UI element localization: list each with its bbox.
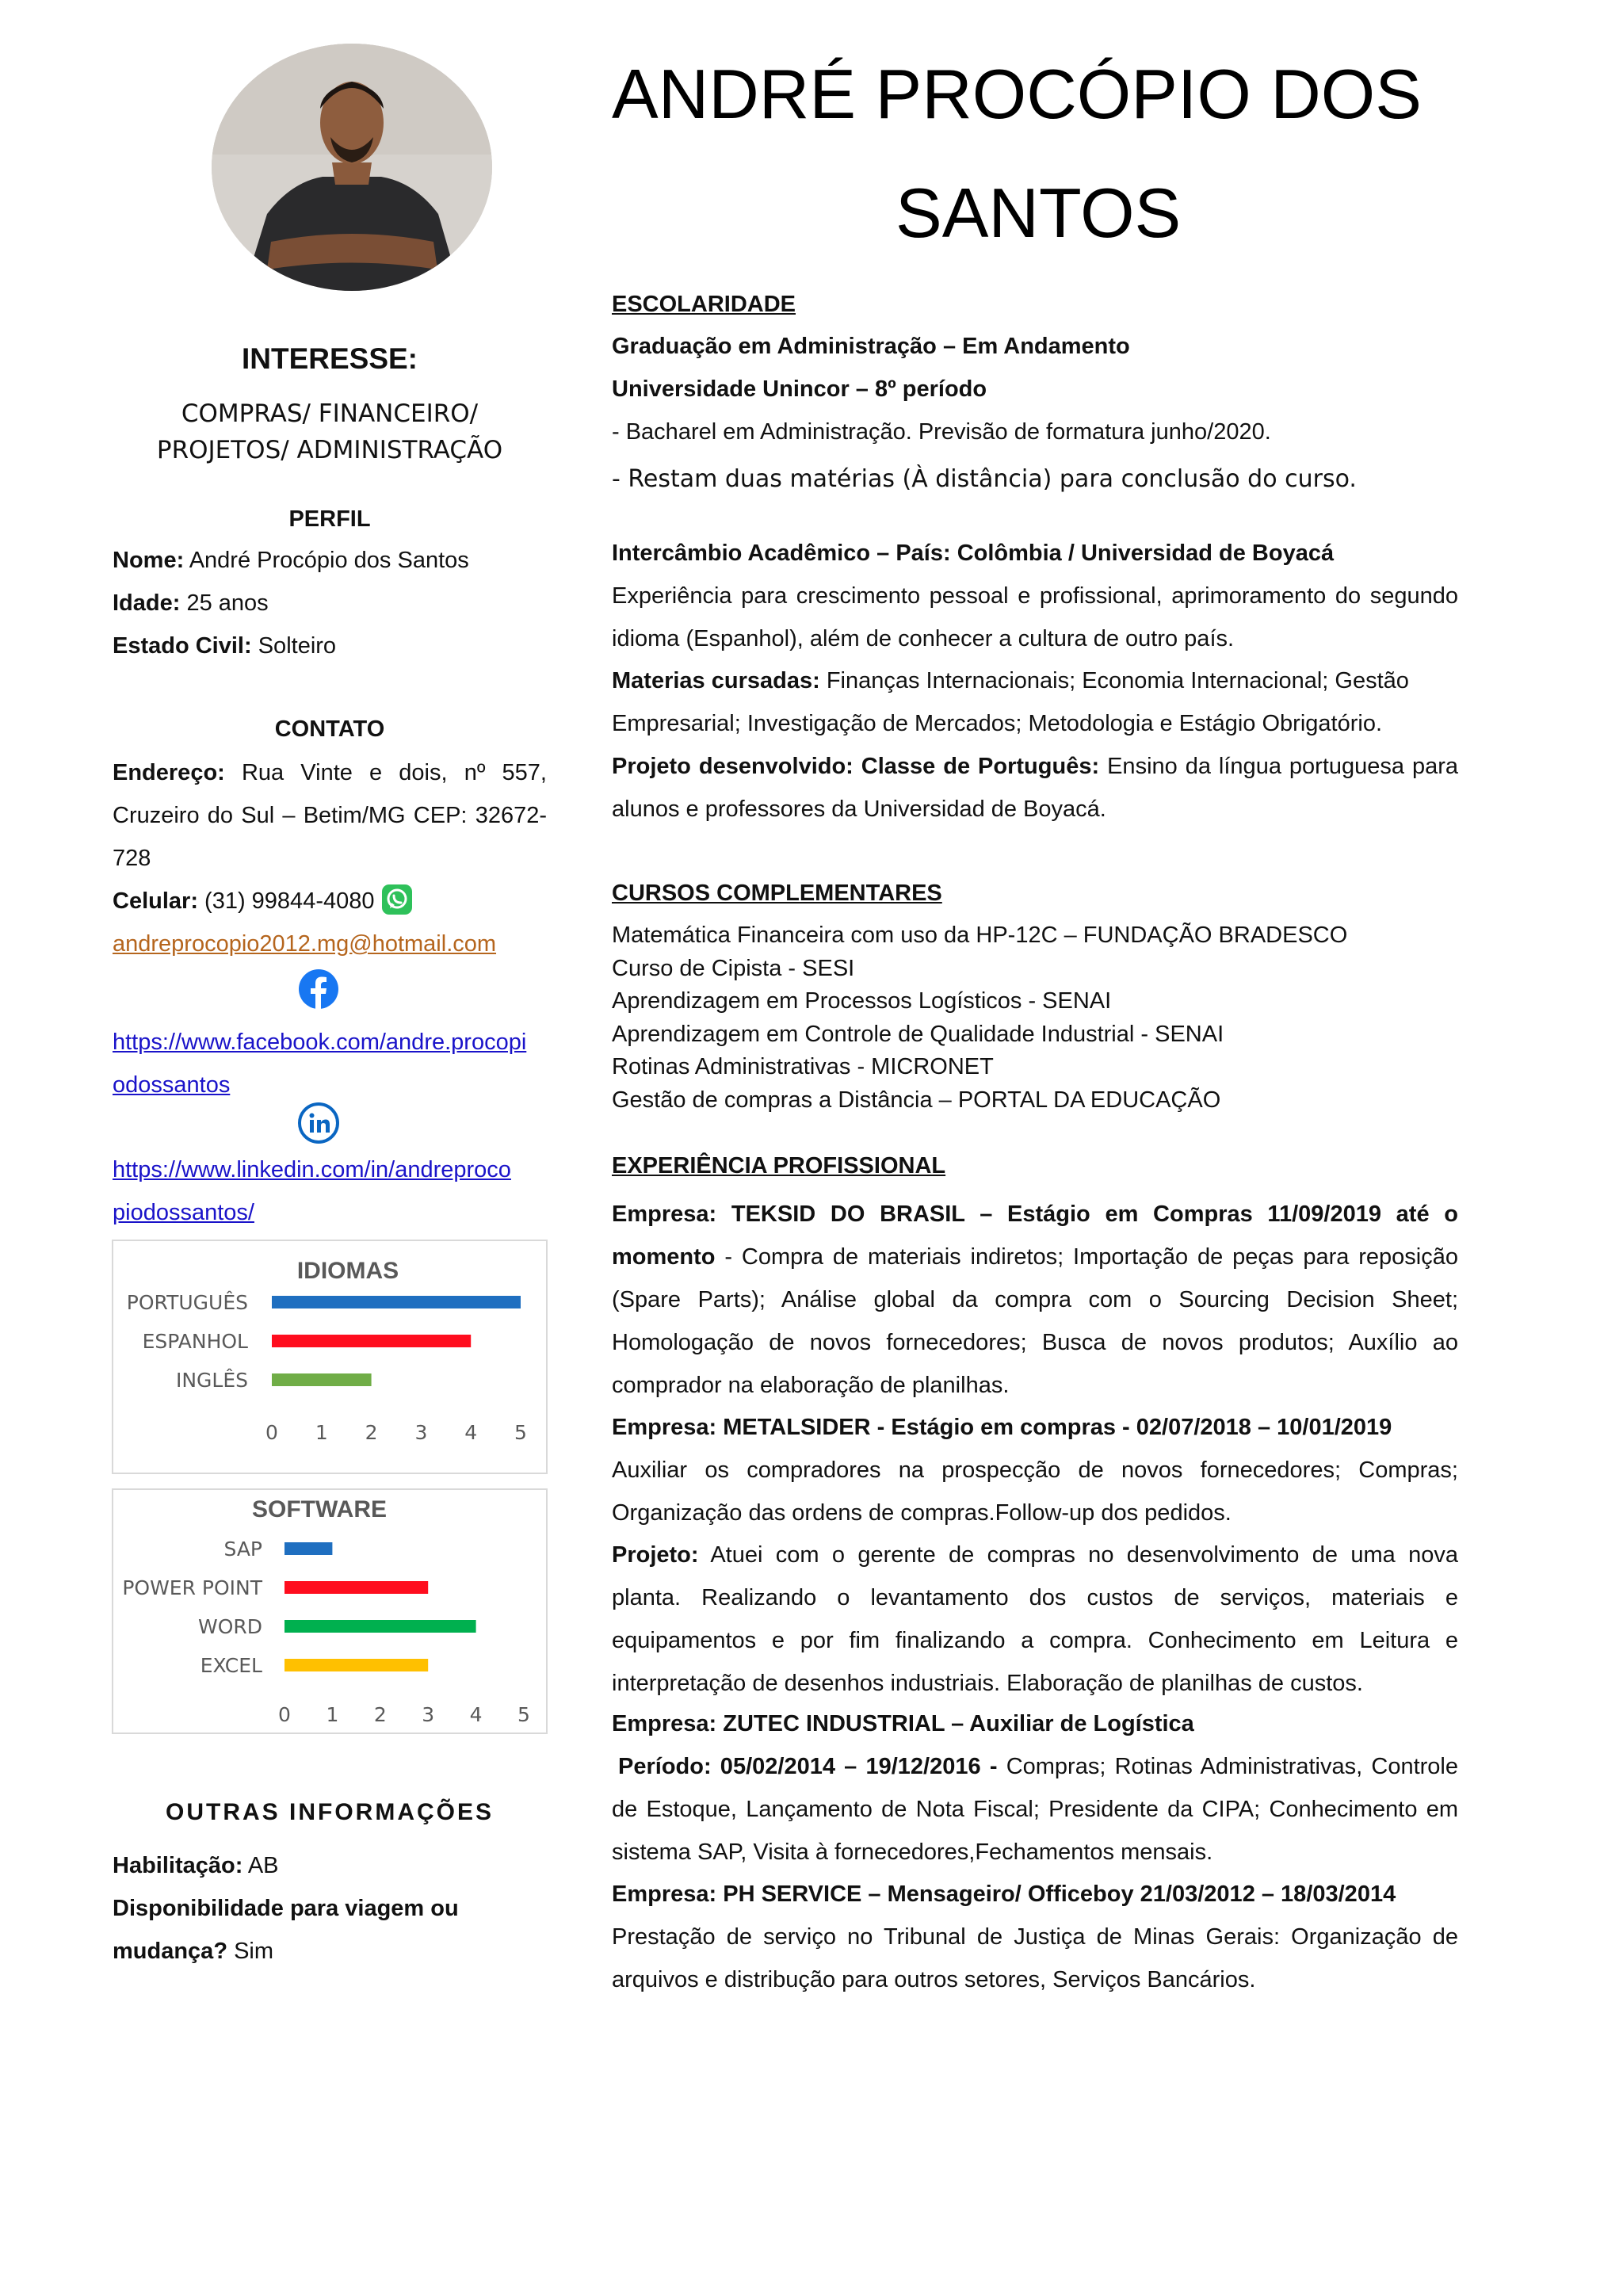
chart-category-label: PORTUGUÊS bbox=[126, 1291, 248, 1314]
address-label: Endereço: bbox=[113, 760, 225, 785]
phone-label: Celular: bbox=[113, 888, 198, 914]
chart-bar bbox=[285, 1659, 428, 1671]
languages-chart bbox=[112, 1240, 548, 1474]
license-value: AB bbox=[247, 1853, 279, 1878]
courses-list bbox=[612, 919, 1458, 1117]
education-degree: Graduação em Administração – Em Andamento bbox=[612, 334, 1130, 359]
ph-description: Prestação de serviço no Tribunal de Justiça de Minas Gerais: Organização de arquivos e distribução para outros setores, Serviços Bancários. bbox=[612, 1924, 1458, 1992]
exchange-subjects bbox=[612, 659, 1458, 745]
education-university: Universidade Unincor – 8º período bbox=[612, 376, 987, 402]
exchange-desc: Experiência para crescimento pessoal e profissional, aprimoramento do segundo idioma (Espanhol), além de conhecer a cultura de outro país. bbox=[612, 583, 1458, 651]
project-description: Atuei com o gerente de compras no desenvolvimento de uma nova planta. Realizando o levantamento dos custos de serviços, materiais e equipamentos e por fim finalizando a compra. Conhecimento em Leitura e interpretação de desenhos industriais. Elaboração de planilhas de custos. bbox=[612, 1542, 1458, 1696]
contact-title: CONTATO bbox=[274, 716, 385, 742]
chart-bar bbox=[285, 1542, 332, 1555]
contact-address bbox=[113, 751, 547, 880]
education-bachelor: - Bacharel em Administração. Previsão de formatura junho/2020. bbox=[612, 419, 1271, 445]
zutec-description: Compras; Rotinas Administrativas, Controle de Estoque, Lançamento de Nota Fiscal; Presidente da CIPA; Conhecimento em sistema SAP, Visita à fornecedores,Fechamentos mensais. bbox=[612, 1754, 1458, 1865]
chart-title: SOFTWARE bbox=[252, 1496, 387, 1522]
person-silhouette-icon bbox=[212, 44, 492, 291]
list-item: Aprendizagem em Processos Logísticos - SENAI bbox=[612, 988, 1112, 1014]
experience-title: EXPERIÊNCIA PROFISSIONAL bbox=[612, 1153, 946, 1179]
list-item: Rotinas Administrativas - MICRONET bbox=[612, 1054, 994, 1079]
project-label: Projeto: bbox=[612, 1542, 699, 1568]
chart-category-label: WORD bbox=[197, 1615, 262, 1638]
chart-bar bbox=[285, 1620, 476, 1633]
chart-bar bbox=[272, 1296, 521, 1308]
chart-tick-label: 0 bbox=[265, 1421, 278, 1444]
chart-tick-label: 5 bbox=[514, 1421, 527, 1444]
linkedin-icon[interactable] bbox=[298, 1102, 339, 1148]
exchange-project-value: Ensino da língua portuguesa para alunos e professores da Universidad de Boyacá. bbox=[612, 754, 1459, 822]
experience-project bbox=[612, 1534, 1458, 1705]
subjects-label: Materias cursadas: bbox=[612, 668, 820, 693]
list-item: Gestão de compras a Distância – PORTAL DA EDUCAÇÃO bbox=[612, 1087, 1221, 1113]
chart-tick-label: 1 bbox=[326, 1703, 339, 1726]
linkedin-link-line-2[interactable]: piodossantos/ bbox=[113, 1200, 254, 1225]
zutec-period: Período: 05/02/2014 – 19/12/2016 - bbox=[618, 1754, 998, 1779]
travel-label-line-1: Disponibilidade para viagem ou bbox=[113, 1896, 459, 1921]
profile-age-value: 25 anos bbox=[186, 590, 269, 616]
chart-category-label: POWER POINT bbox=[122, 1576, 262, 1599]
interest-line-2: PROJETOS/ ADMINISTRAÇÃO bbox=[156, 436, 503, 464]
list-item: Matemática Financeira com uso da HP-12C – FUNDAÇÃO BRADESCO bbox=[612, 923, 1348, 948]
facebook-icon[interactable] bbox=[298, 968, 339, 1014]
name-line-2: SANTOS bbox=[896, 174, 1182, 252]
profile-age-label: Idade: bbox=[113, 590, 181, 616]
courses-title: CURSOS COMPLEMENTARES bbox=[612, 881, 942, 906]
chart-category-label: EXCEL bbox=[200, 1654, 262, 1677]
profile-civil-label: Estado Civil: bbox=[113, 633, 252, 659]
chart-bar bbox=[285, 1581, 428, 1594]
chart-tick-label: 3 bbox=[422, 1703, 435, 1726]
zutec-heading: Empresa: ZUTEC INDUSTRIAL – Auxiliar de Logística bbox=[612, 1711, 1194, 1736]
subjects-value: Finanças Internacionais; Economia Internacional; Gestão Empresarial; Investigação de Mercados; Metodologia e Estágio Obrigatório. bbox=[612, 668, 1409, 736]
chart-tick-label: 1 bbox=[315, 1421, 328, 1444]
languages-chart-svg bbox=[113, 1241, 546, 1473]
travel-label-line-2: mudança? bbox=[113, 1939, 228, 1964]
chart-tick-label: 3 bbox=[414, 1421, 428, 1444]
chart-category-label: ESPANHOL bbox=[142, 1330, 248, 1353]
chart-tick-label: 2 bbox=[373, 1703, 387, 1726]
chart-bar bbox=[272, 1373, 372, 1386]
facebook-link-line-2[interactable]: odossantos bbox=[113, 1072, 231, 1098]
name-line-1: ANDRÉ PROCÓPIO DOS bbox=[612, 55, 1422, 133]
chart-title: IDIOMAS bbox=[296, 1258, 399, 1284]
profile-civil-value: Solteiro bbox=[258, 633, 337, 659]
chart-tick-label: 4 bbox=[464, 1421, 478, 1444]
education-remaining: - Restam duas matérias (À distância) para conclusão do curso. bbox=[612, 465, 1357, 493]
whatsapp-icon[interactable] bbox=[381, 884, 413, 915]
list-item: Curso de Cipista - SESI bbox=[612, 955, 855, 981]
profile-civil bbox=[113, 625, 547, 667]
profile-photo bbox=[212, 44, 492, 291]
profile-name-value: André Procópio dos Santos bbox=[189, 548, 469, 573]
chart-category-label: INGLÊS bbox=[175, 1369, 248, 1392]
chart-category-label: SAP bbox=[223, 1538, 262, 1561]
list-item: Aprendizagem em Controle de Qualidade Industrial - SENAI bbox=[612, 1021, 1224, 1047]
profile-name-label: Nome: bbox=[113, 548, 185, 573]
chart-tick-label: 5 bbox=[517, 1703, 530, 1726]
profile-name bbox=[113, 539, 547, 582]
chart-tick-label: 0 bbox=[278, 1703, 291, 1726]
travel bbox=[113, 1930, 547, 1973]
software-chart-svg bbox=[113, 1490, 546, 1733]
education-title: ESCOLARIDADE bbox=[612, 292, 796, 317]
chart-tick-label: 4 bbox=[469, 1703, 483, 1726]
profile-age bbox=[113, 582, 547, 625]
metalsider-description: Auxiliar os compradores na prospecção de novos fornecedores; Compras; Organização das ordens de compras.Follow-up dos pedidos. bbox=[612, 1457, 1458, 1526]
profile-title: PERFIL bbox=[288, 506, 371, 532]
teksid-description: - Compra de materiais indiretos; Importação de peças para reposição (Spare Parts); Análise global da compra com o Sourcing Decision Sheet; Homologação de novos fornecedores; Busca de novos produtos; Auxílio ao comprador na elaboração de planilhas. bbox=[612, 1244, 1458, 1398]
chart-tick-label: 2 bbox=[365, 1421, 378, 1444]
facebook-link-line-1[interactable]: https://www.facebook.com/andre.procopi bbox=[113, 1030, 527, 1055]
software-chart bbox=[112, 1488, 548, 1734]
teksid-heading: Empresa: TEKSID DO BRASIL – Estágio em Compras 11/09/2019 até o momento bbox=[612, 1201, 1458, 1270]
contact-phone bbox=[113, 880, 547, 923]
interest-title: INTERESSE: bbox=[241, 342, 418, 375]
license-label: Habilitação: bbox=[113, 1853, 243, 1878]
interest-line-1: COMPRAS/ FINANCEIRO/ bbox=[181, 399, 479, 428]
license bbox=[113, 1844, 547, 1887]
experience-teksid bbox=[612, 1193, 1458, 1407]
experience-zutec bbox=[612, 1745, 1458, 1874]
phone-value: (31) 99844-4080 bbox=[204, 888, 375, 914]
travel-value: Sim bbox=[234, 1939, 274, 1964]
exchange-project bbox=[612, 745, 1458, 831]
ph-heading: Empresa: PH SERVICE – Mensageiro/ Officeboy 21/03/2012 – 18/03/2014 bbox=[612, 1881, 1396, 1907]
chart-bar bbox=[272, 1335, 471, 1347]
address-value: Rua Vinte e dois, nº 557, Cruzeiro do Sul – Betim/MG CEP: 32672-728 bbox=[113, 760, 547, 871]
linkedin-link-line-1[interactable]: https://www.linkedin.com/in/andreproco bbox=[113, 1157, 511, 1182]
exchange-project-label: Projeto desenvolvido: Classe de Português: bbox=[612, 754, 1100, 779]
exchange-title: Intercâmbio Acadêmico – País: Colômbia / Universidad de Boyacá bbox=[612, 541, 1335, 566]
metalsider-heading: Empresa: METALSIDER - Estágio em compras - 02/07/2018 – 10/01/2019 bbox=[612, 1415, 1392, 1440]
other-info-title: OUTRAS INFORMAÇÕES bbox=[166, 1799, 494, 1825]
email-link[interactable]: andreprocopio2012.mg@hotmail.com bbox=[113, 931, 497, 957]
